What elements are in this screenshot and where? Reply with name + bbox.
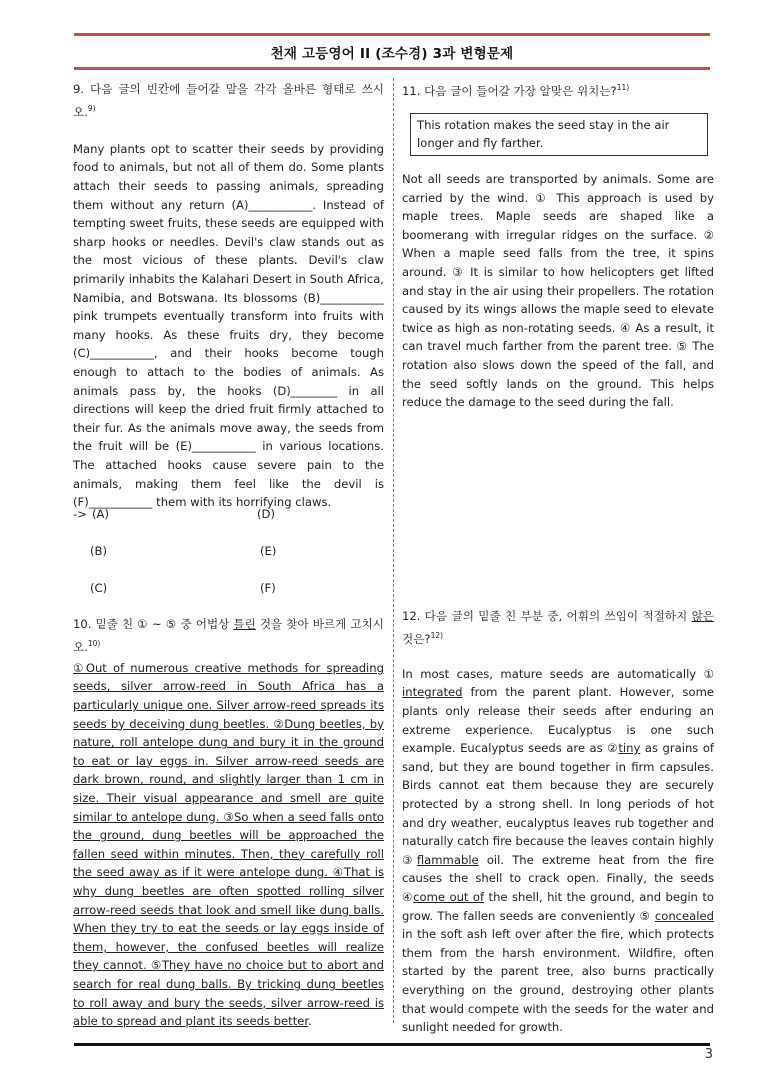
question-9 <box>73 80 384 512</box>
answer-label-c: (C) <box>90 581 108 595</box>
question-12-passage: In most cases, mature seeds are automatically ① integrated from the parent plant. However, some plants only release their seeds after enduring an extreme experience. Eucalyptus is one such example. Eucalyptus seeds are as ②tiny as grains of sand, but they are bound together in firm capsules. Birds cannot eat them because they are securely protected by a strong shell. In long periods of hot and dry weather, eucalyptus leaves rub together and naturally catch fire because the leaves contain highly ③flammable oil. The extreme heat from the fire causes the shell to crack open. Finally, the seeds ④come out of the shell, hit the ground, and begin to grow. The fallen seeds are conveniently ⑤ concealed in the soft ash left over after the fire, which protects them from the harsh environment. Wildfire, often started by the parent tree, also burns practically everything on the ground, destroying other plants that would compete with the seeds for the water and sunlight needed for growth. <box>402 666 714 1035</box>
question-12 <box>402 607 714 1037</box>
column-divider <box>393 78 394 1023</box>
insert-sentence-box: This rotation makes the seed stay in the air longer and fly farther. <box>410 113 708 156</box>
question-10-prompt: 10. 밑줄 친 ① ~ ⑤ 중 어법상 틀린 것을 찾아 바르게 고치시오.$^{10)}$ <box>73 617 384 654</box>
footer-rule <box>74 1043 710 1046</box>
header-bottom-rule <box>74 67 710 70</box>
question-11 <box>402 78 714 412</box>
footnote-ref: 10) <box>87 639 101 648</box>
header-top-rule <box>74 33 710 36</box>
page-title: 천재 고등영어 II (조수경) 3과 변형문제 <box>270 46 514 62</box>
question-11-prompt: 11. 다음 글이 들어갈 가장 알맞은 위치는?$^{11)}$ <box>402 83 630 98</box>
question-9-passage: Many plants opt to scatter their seeds by providing food to animals, but not all of them do. Some plants attach their seeds to passing animals, spreading them without any return (A)___________. Instead of tempting sweet fruits, these seeds are equipped with sharp hooks or needles. Devil's claw stands out as the most vicious of these plants. Devil's claw primarily inhabits the Kalahari Desert in South Africa, Namibia, and Botswana. Its blossoms (B)___________ pink trumpets eventually transform into fruits with many hooks. As these fruits dry, they become (C)___________, and their hooks become tough enough to attach to the bodies of animals. As animals pass by, the hooks (D)________ in all directions will keep the dried fruit firmly attached to their fur. As the animals move away, the seeds from the fruit will be (E)___________ in various locations. The attached hooks cause severe pain to the animals, making them feel like the devil is (F)___________ them with its horrifying claws. <box>73 141 384 510</box>
footnote-ref: 9) <box>87 104 96 113</box>
question-9-prompt: 9. 다음 글의 빈칸에 들어갈 말을 각각 올바른 형태로 쓰시오.$^{9)}$ <box>73 82 384 119</box>
answer-arrow: -> <box>73 507 87 521</box>
footnote-ref: 11) <box>616 83 630 92</box>
footnote-ref: 12) <box>430 631 444 640</box>
answer-label-a: (A) <box>92 507 109 521</box>
page-number: 3 <box>704 1047 713 1062</box>
answer-label-f: (F) <box>260 581 276 595</box>
question-12-prompt: 12. 다음 글의 밑줄 친 부분 중, 어휘의 쓰임이 적절하지 않은 것은?$^{12)}$ <box>402 609 714 646</box>
question-11-passage: Not all seeds are transported by animals. Some are carried by the wind. ① This approach is used by maple trees. Maple seeds are shaped like a boomerang with irregular ridges on the surface. ② When a maple seed falls from the tree, it spins around. ③ It is similar to how helicopters get lifted and stay in the air using their propellers. The rotation caused by its wings allows the maple seed to elevate twice as high as non-rotating seeds. ④ As a result, it can travel much farther from the parent tree. ⑤ The rotation also slows down the speed of the fall, and the seed softly lands on the ground. This helps reduce the damage to the seed during the fall. <box>402 172 714 410</box>
answer-label-d: (D) <box>257 507 275 521</box>
answer-label-b: (B) <box>90 544 108 558</box>
question-10 <box>73 615 384 1031</box>
answer-label-e: (E) <box>260 544 277 558</box>
question-10-passage: ①Out of numerous creative methods for spreading seeds, silver arrow-reed in South Africa has a particularly unique one. Silver arrow-reed spreads its seeds by deceiving dung beetles. ②Dung beetles, by nature, roll antelope dung and bury it in the ground to eat or lay eggs in. Silver arrow-reed seeds are dark brown, round, and slightly larger than 1 cm in size. Their visual appearance and smell are quite similar to antelope dung. ③So when a seed falls onto the ground, dung beetles will be approached the fallen seed within minutes. Then, they carefully roll the seed away as if it were antelope dung. ④That is why dung beetles are often spotted rolling silver arrow-reed seeds that look and smell like dung balls. When they try to eat the seeds or lay eggs inside of them, however, the confused beetles will realize they cannot. ⑤They have no choice but to abort and search for real dung balls. By tricking dung beetles to roll away and bury the seeds, silver arrow-reed is able to spread and plant its seeds better. <box>73 660 384 1029</box>
